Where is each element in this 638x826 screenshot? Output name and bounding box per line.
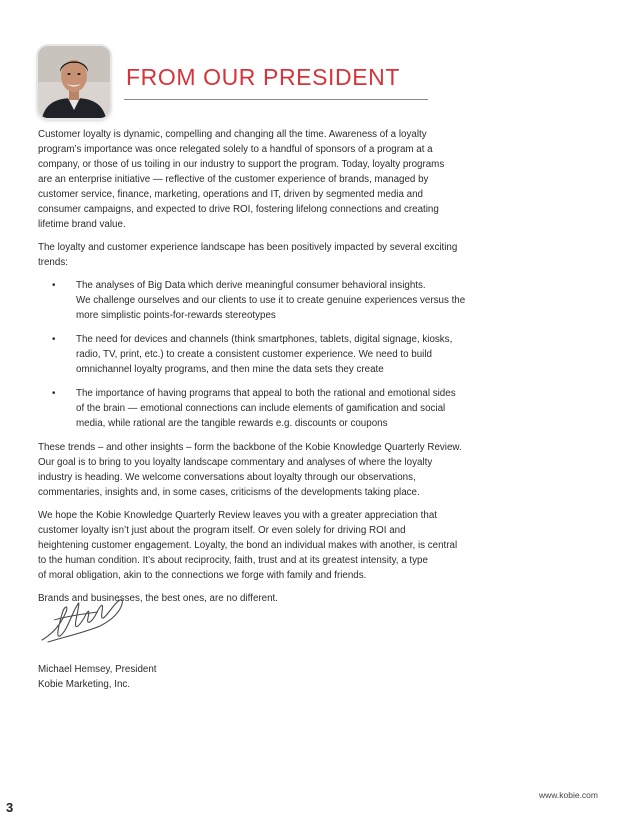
signature-image (38, 590, 136, 650)
intro-line: consumer campaigns, and expected to drive ROI, fostering lifelong connections and creating (38, 204, 439, 215)
title-divider (124, 99, 428, 100)
bullet-line: of the brain — emotional connections can include elements of gamification and social (76, 403, 446, 414)
signer-company: Kobie Marketing, Inc. (38, 679, 131, 690)
hope-paragraph (38, 508, 500, 583)
bullet-line: omnichannel loyalty programs, and then mine the data sets they create (76, 364, 384, 375)
trends-list (38, 278, 500, 431)
trends-line: Our goal is to bring to you loyalty landscape commentary and analyses of where the loyalty (38, 457, 433, 468)
hope-line: to the human condition. It’s about reciprocity, faith, trust and at its greatest intensity, a type (38, 555, 428, 566)
hope-line: of moral obligation, akin to the connections we forge with family and friends. (38, 570, 367, 581)
intro-line: Customer loyalty is dynamic, compelling and changing all the time. Awareness of a loyalty (38, 129, 427, 140)
letter-body (38, 127, 500, 614)
intro-line: lifetime brand value. (38, 219, 126, 230)
intro-paragraph (38, 127, 500, 232)
landscape-line: trends: (38, 257, 68, 268)
intro-line: are an enterprise initiative — reflective of the customer experience of brands, managed by (38, 174, 429, 185)
hope-line: We hope the Kobie Knowledge Quarterly Review leaves you with a greater appreciation that (38, 510, 438, 521)
signer-block (38, 662, 157, 692)
bullet-marker: • (52, 280, 56, 291)
portrait-image (38, 46, 110, 118)
list-item (38, 278, 500, 323)
landscape-paragraph (38, 240, 500, 270)
trends-line: These trends – and other insights – form the backbone of the Kobie Knowledge Quarterly Review. (38, 442, 462, 453)
website-url[interactable]: www.kobie.com (538, 790, 598, 800)
bullet-line: more simplistic points-for-rewards stereotypes (76, 310, 276, 321)
bullet-line: radio, TV, print, etc.) to create a consistent customer experience. We need to build (76, 349, 432, 360)
intro-line: company, or those of us toiling in our industry to support the program. Today, loyalty programs (38, 159, 445, 170)
trends-line: industry is heading. We welcome conversations about loyalty through our observations, (38, 472, 416, 483)
bullet-line: The importance of having programs that appeal to both the rational and emotional sides (76, 388, 456, 399)
intro-line: customer service, finance, marketing, operations and IT, driven by segmented media and (38, 189, 424, 200)
bullet-line: The analyses of Big Data which derive meaningful consumer behavioral insights. (76, 280, 426, 291)
landscape-line: The loyalty and customer experience landscape has been positively impacted by several exciting (38, 242, 458, 253)
page-number: 3 (6, 800, 14, 815)
signer-name: Michael Hemsey, President (38, 664, 157, 675)
bullet-line: The need for devices and channels (think smartphones, tablets, digital signage, kiosks, (76, 334, 453, 345)
bullet-marker: • (52, 388, 56, 399)
list-item (38, 386, 500, 431)
page-title: FROM OUR PRESIDENT (126, 64, 401, 90)
closing-paragraph: Brands and businesses, the best ones, are no different. (38, 593, 278, 604)
bullet-marker: • (52, 334, 56, 345)
list-item (38, 332, 500, 377)
president-portrait (38, 46, 110, 118)
hope-line: heightening customer engagement. Loyalty, the bond an individual makes with another, is central (38, 540, 458, 551)
bullet-line: We challenge ourselves and our clients to use it to create genuine experiences versus the (76, 295, 466, 306)
intro-line: program’s importance was once relegated solely to a handful of sponsors of a program at a (38, 144, 433, 155)
trends-line: commentaries, insights and, in some cases, criticisms of the developments taking place. (38, 487, 420, 498)
hope-line: customer loyalty isn’t just about the program itself. Or even solely for driving ROI and (38, 525, 406, 536)
trends-paragraph (38, 440, 500, 500)
bullet-line: media, while rational are the tangible rewards e.g. discounts or coupons (76, 418, 388, 429)
